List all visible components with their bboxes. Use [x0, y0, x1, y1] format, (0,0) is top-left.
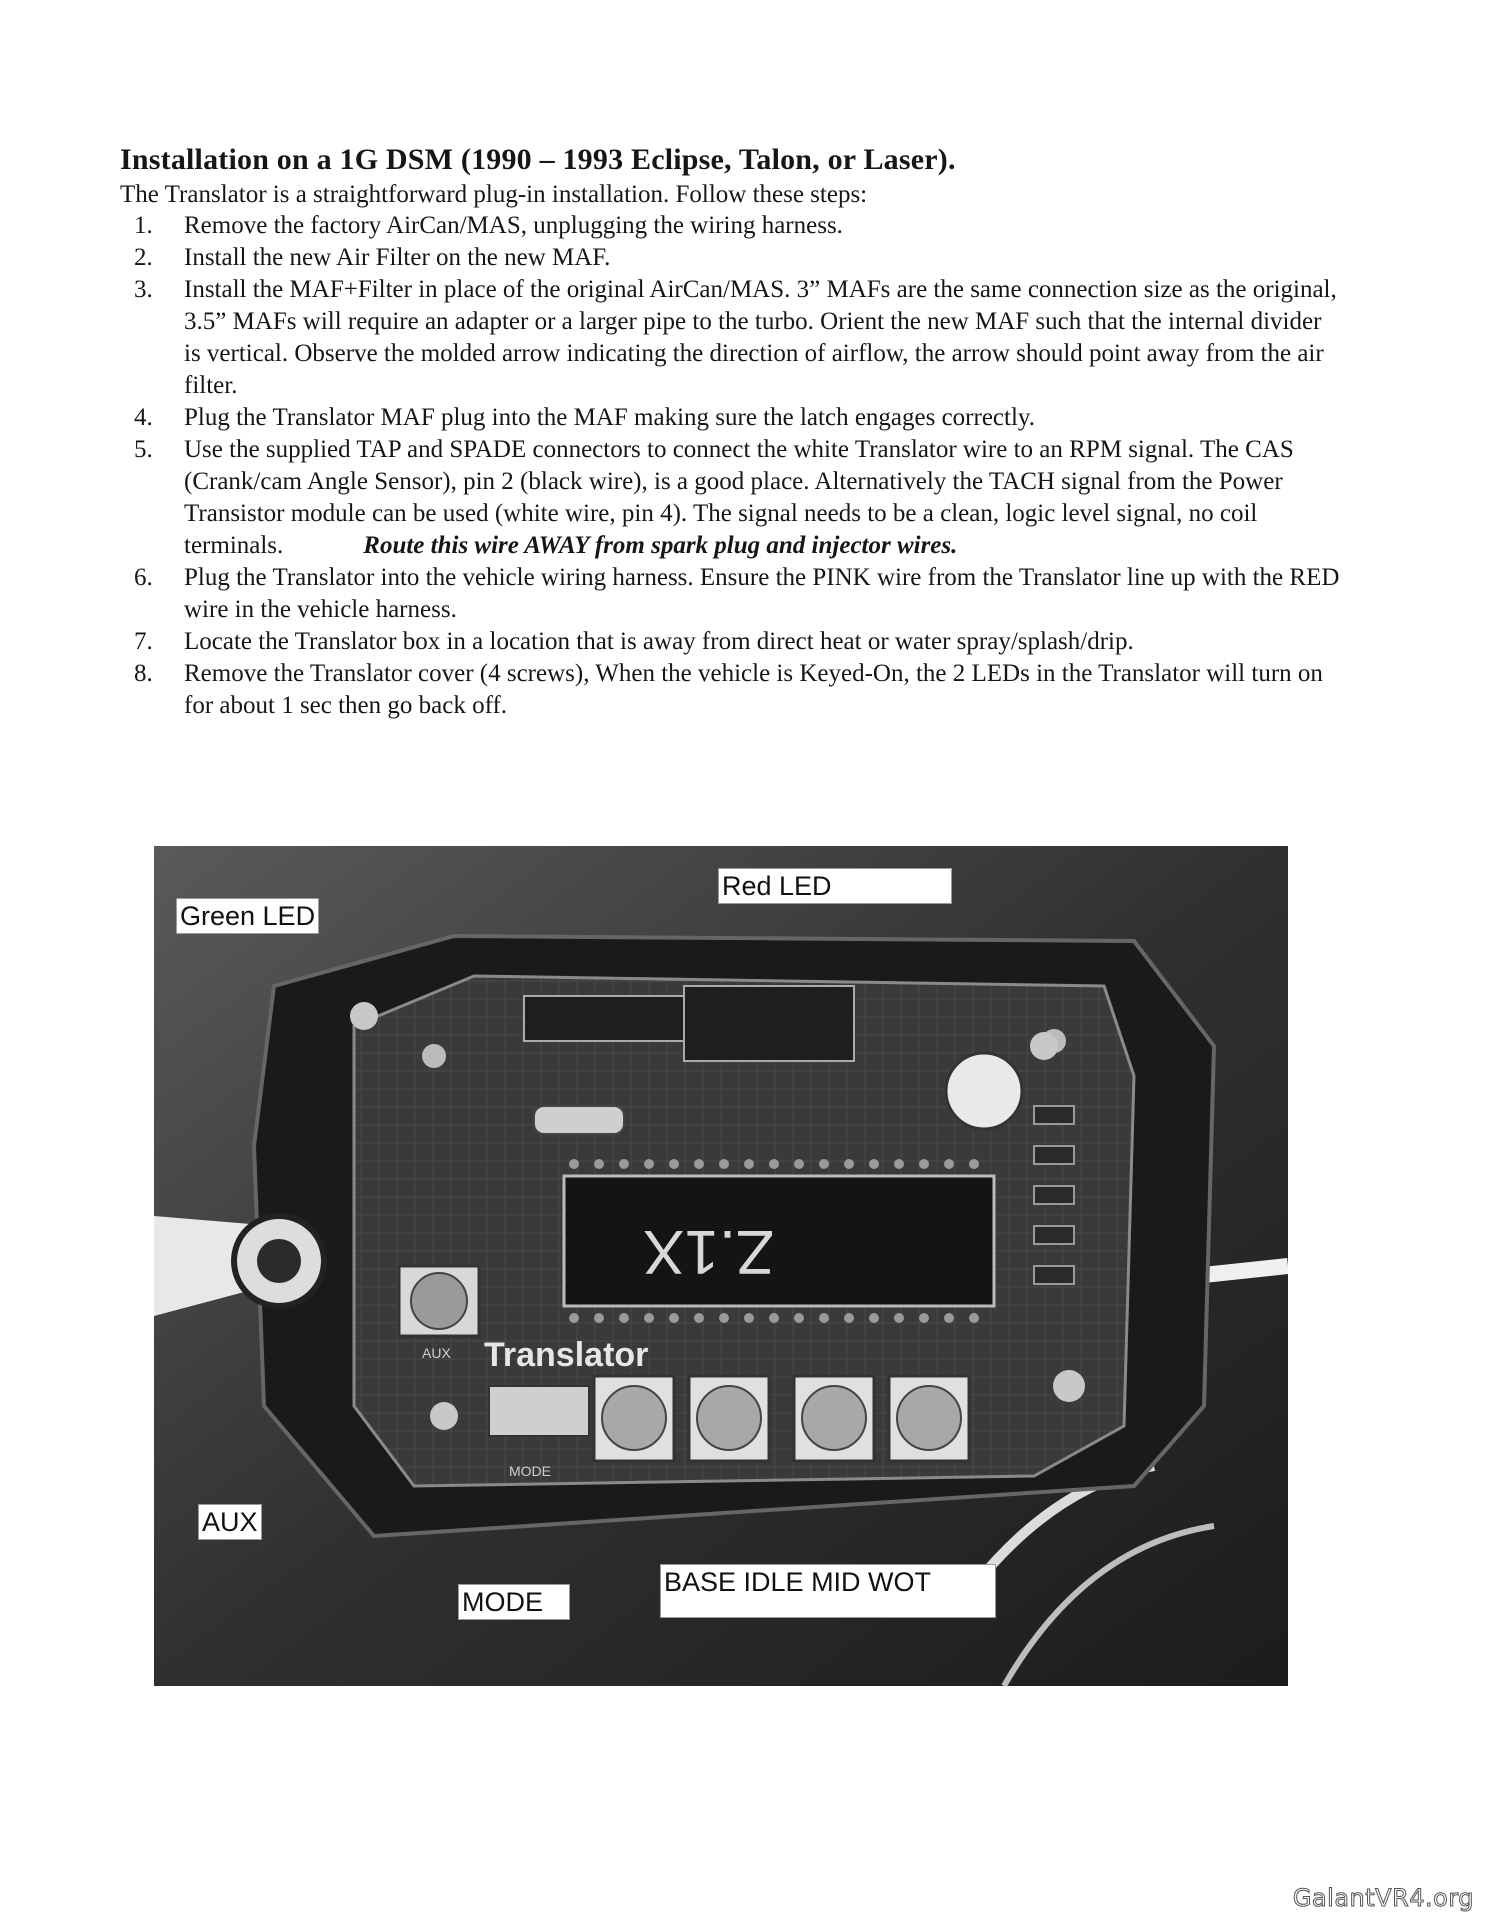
step-item: [120, 562, 1340, 626]
step-item: [120, 434, 1340, 562]
green-led-label: Green LED: [176, 898, 319, 934]
ic-chip: [524, 996, 684, 1041]
mount-hole: [257, 1239, 301, 1283]
screw: [1030, 1032, 1058, 1060]
step-text: Locate the Translator box in a location that is away from direct heat or water spray/splash/drip.: [184, 628, 1134, 655]
translator-board-photo: [154, 846, 1288, 1686]
aux-label: AUX: [198, 1504, 262, 1540]
capacitor: [946, 1053, 1022, 1129]
step-number: 6.: [134, 564, 153, 591]
mode-silk-label: MODE: [509, 1463, 551, 1479]
step-item: [120, 402, 1340, 434]
chip-label: Z.1X: [643, 1217, 774, 1286]
mode-label: MODE: [458, 1584, 570, 1620]
aux-potentiometer: [411, 1273, 467, 1329]
step-text: Install the new Air Filter on the new MAF.: [184, 244, 611, 271]
step-text: Plug the Translator into the vehicle wiring harness. Ensure the PINK wire from the Translator line up with the RED wire in the vehicle harness.: [184, 564, 1340, 623]
step-number: 4.: [134, 404, 153, 431]
step-emphasis: Route this wire AWAY from spark plug and injector wires.: [363, 532, 958, 559]
step-number: 7.: [134, 628, 153, 655]
step-item: [120, 274, 1340, 402]
intro-text: The Translator is a straightforward plug-in installation. Follow these steps:: [120, 181, 868, 208]
watermark: GalantVR4.org: [1292, 1884, 1474, 1912]
step-number: 8.: [134, 660, 153, 687]
processor-chip: [564, 1176, 994, 1306]
brand-silk-label: Translator: [484, 1336, 649, 1374]
step-text: Remove the factory AirCan/MAS, unplugging the wiring harness.: [184, 212, 843, 239]
screw: [1053, 1370, 1085, 1402]
crystal: [534, 1106, 624, 1134]
page-title: Installation on a 1G DSM (1990 – 1993 Eclipse, Talon, or Laser).: [120, 143, 956, 176]
step-number: 5.: [134, 436, 153, 463]
aux-silk-label: AUX: [422, 1345, 451, 1361]
step-text: Remove the Translator cover (4 screws), When the vehicle is Keyed-On, the 2 LEDs in the Translator will turn on for about 1 sec then go back off.: [184, 660, 1323, 719]
step-item: [120, 242, 1340, 274]
screw: [430, 1402, 458, 1430]
led-green: [422, 1044, 446, 1068]
pot-labels: BASE IDLE MID WOT: [660, 1564, 996, 1618]
red-led-label: Red LED: [718, 868, 952, 904]
step-text: Plug the Translator MAF plug into the MAF making sure the latch engages correctly.: [184, 404, 1036, 431]
step-item: [120, 626, 1340, 658]
step-number: 1.: [134, 212, 153, 239]
ic-chip: [684, 986, 854, 1061]
screw: [350, 1002, 378, 1030]
mode-dip-switch: [489, 1386, 589, 1436]
step-item: [120, 658, 1340, 722]
step-number: 2.: [134, 244, 153, 271]
board-illustration: [154, 846, 1288, 1686]
step-number: 3.: [134, 276, 153, 303]
steps-list: [120, 210, 1340, 722]
step-text: Install the MAF+Filter in place of the original AirCan/MAS. 3” MAFs are the same connection size as the original, 3.5” MAFs will require an adapter or a larger pipe to the turbo. Orient the new MAF such that the internal divider is vertical. Observe the molded arrow indicating the direction of airflow, the arrow should point away from the air filter.: [184, 276, 1337, 399]
step-text: Use the supplied TAP and SPADE connectors to connect the white Translator wire to an RPM signal. The CAS (Crank/cam Angle Sensor), pin 2 (black wire), is a good place. Alternatively the TACH signal from the Power Transistor module can be used (white wire, pin 4). The signal needs to be a clean, logic level signal, no coil terminals.: [184, 436, 1294, 559]
step-item: [120, 210, 1340, 242]
